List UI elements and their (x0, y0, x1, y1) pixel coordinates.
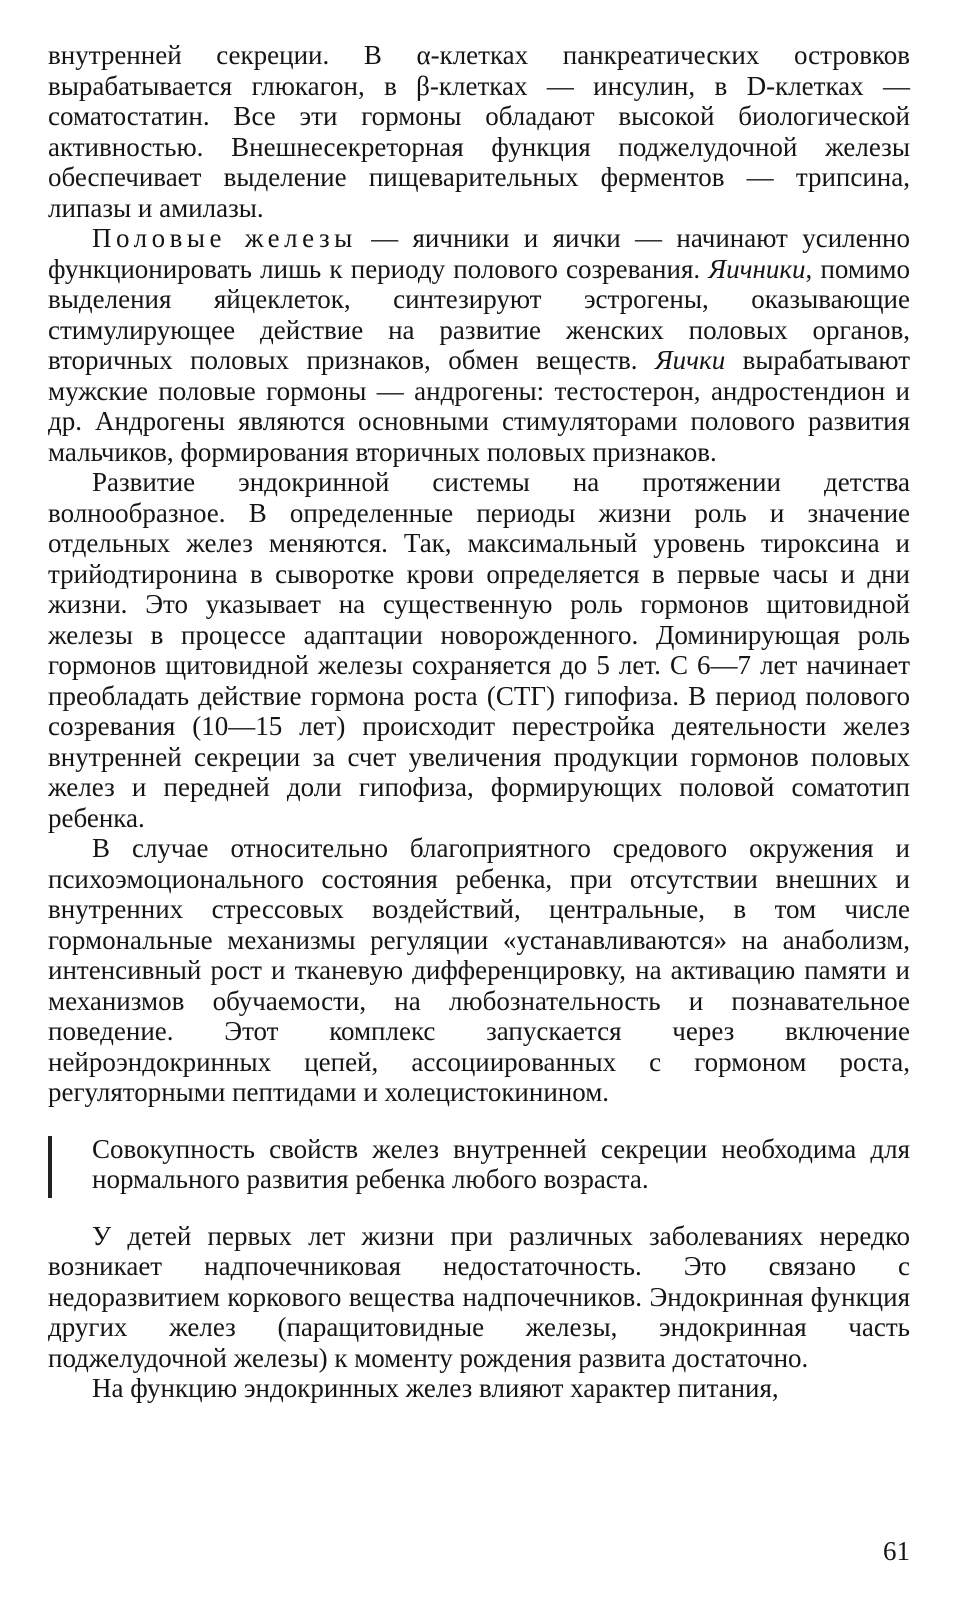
callout-text: Совокупность свойств желез внутренней секреции необходима для нормального развития ребенка любого возраста. (92, 1133, 910, 1194)
term-testes: Яички (654, 345, 726, 375)
callout-box (48, 1134, 910, 1195)
gonads-text-1: — яичники и яички — начинают усиленно функционировать лишь к периоду полового созревания. (48, 223, 910, 284)
paragraph-nutrition: На функцию эндокринных желез влияют характер питания, (92, 1373, 779, 1403)
term-gonads: Половые железы (92, 223, 357, 253)
paragraph-adrenal: У детей первых лет жизни при различных заболеваниях нередко возникает надпочечниковая недостаточность. Это связано с недоразвитием коркового вещества надпочечников. Эндокринная функция других желез (паращитовидные железы, эндокринная часть поджелудочной железы) к моменту рождения развита достаточно. (48, 1220, 910, 1373)
term-ovaries: Яичники (708, 253, 806, 284)
callout-marker (48, 1136, 52, 1198)
gonads-text-3: вырабатывают мужские половые гормоны — андрогены: тестостерон, андростендион и др. Андрогены являются основными стимуляторами полового развития мальчиков, формирования вторичных половых признаков. (48, 345, 910, 467)
paragraph-environment: В случае относительно благоприятного средового окружения и психоэмоционального состояния ребенка, при отсутствии внешних и внутренних стрессовых воздействий, центральные, в том числе гормональные механизмы регуляции «устанавливаются» на анаболизм, интенсивный рост и тканевую дифференцировку, на активацию памяти и механизмов обучаемости, на любознательность и познавательное поведение. Этот комплекс запускается через включение нейроэндокринных цепей, ассоциированных с гормоном роста, регуляторными пептидами и холецистокинином. (48, 833, 910, 1107)
paragraph-development: Развитие эндокринной системы на протяжении детства волнообразное. В определенные периоды жизни роль и значение отдельных желез меняются. Так, максимальный уровень тироксина и трийодтиронина в сыворотке крови определяется в первые часы и дни жизни. Это указывает на существенную роль гормонов щитовидной железы в процессе адаптации новорожденного. Доминирующая роль гормонов щитовидной железы сохраняется до 5 лет. С 6—7 лет начинает преобладать действие гормона роста (СТГ) гипофиза. В период полового созревания (10—15 лет) происходит перестройка деятельности желез внутренней секреции за счет увеличения продукции гормонов половых желез и передней доли гипофиза, формирующих половой соматотип ребенка. (48, 467, 910, 833)
paragraph-pancreas: внутренней секреции. В α-клетках панкреатических островков вырабатывается глюкагон, в β-клетках — инсулин, в D-клетках — соматостатин. Все эти гормоны обладают высокой биологической активностью. Внешнесекреторная функция поджелудочной железы обеспечивает выделение пищеварительных ферментов — трипсина, липазы и амилазы. (48, 40, 910, 223)
page-body (48, 40, 910, 1404)
gonads-text-2: , помимо выделения яйцеклеток, синтезируют эстрогены, оказывающие стимулирующее действие на развитие женских половых органов, вторичных половых признаков, обмен веществ. (48, 253, 910, 375)
page-number: 61 (883, 1536, 910, 1566)
paragraph-gonads (48, 223, 910, 467)
